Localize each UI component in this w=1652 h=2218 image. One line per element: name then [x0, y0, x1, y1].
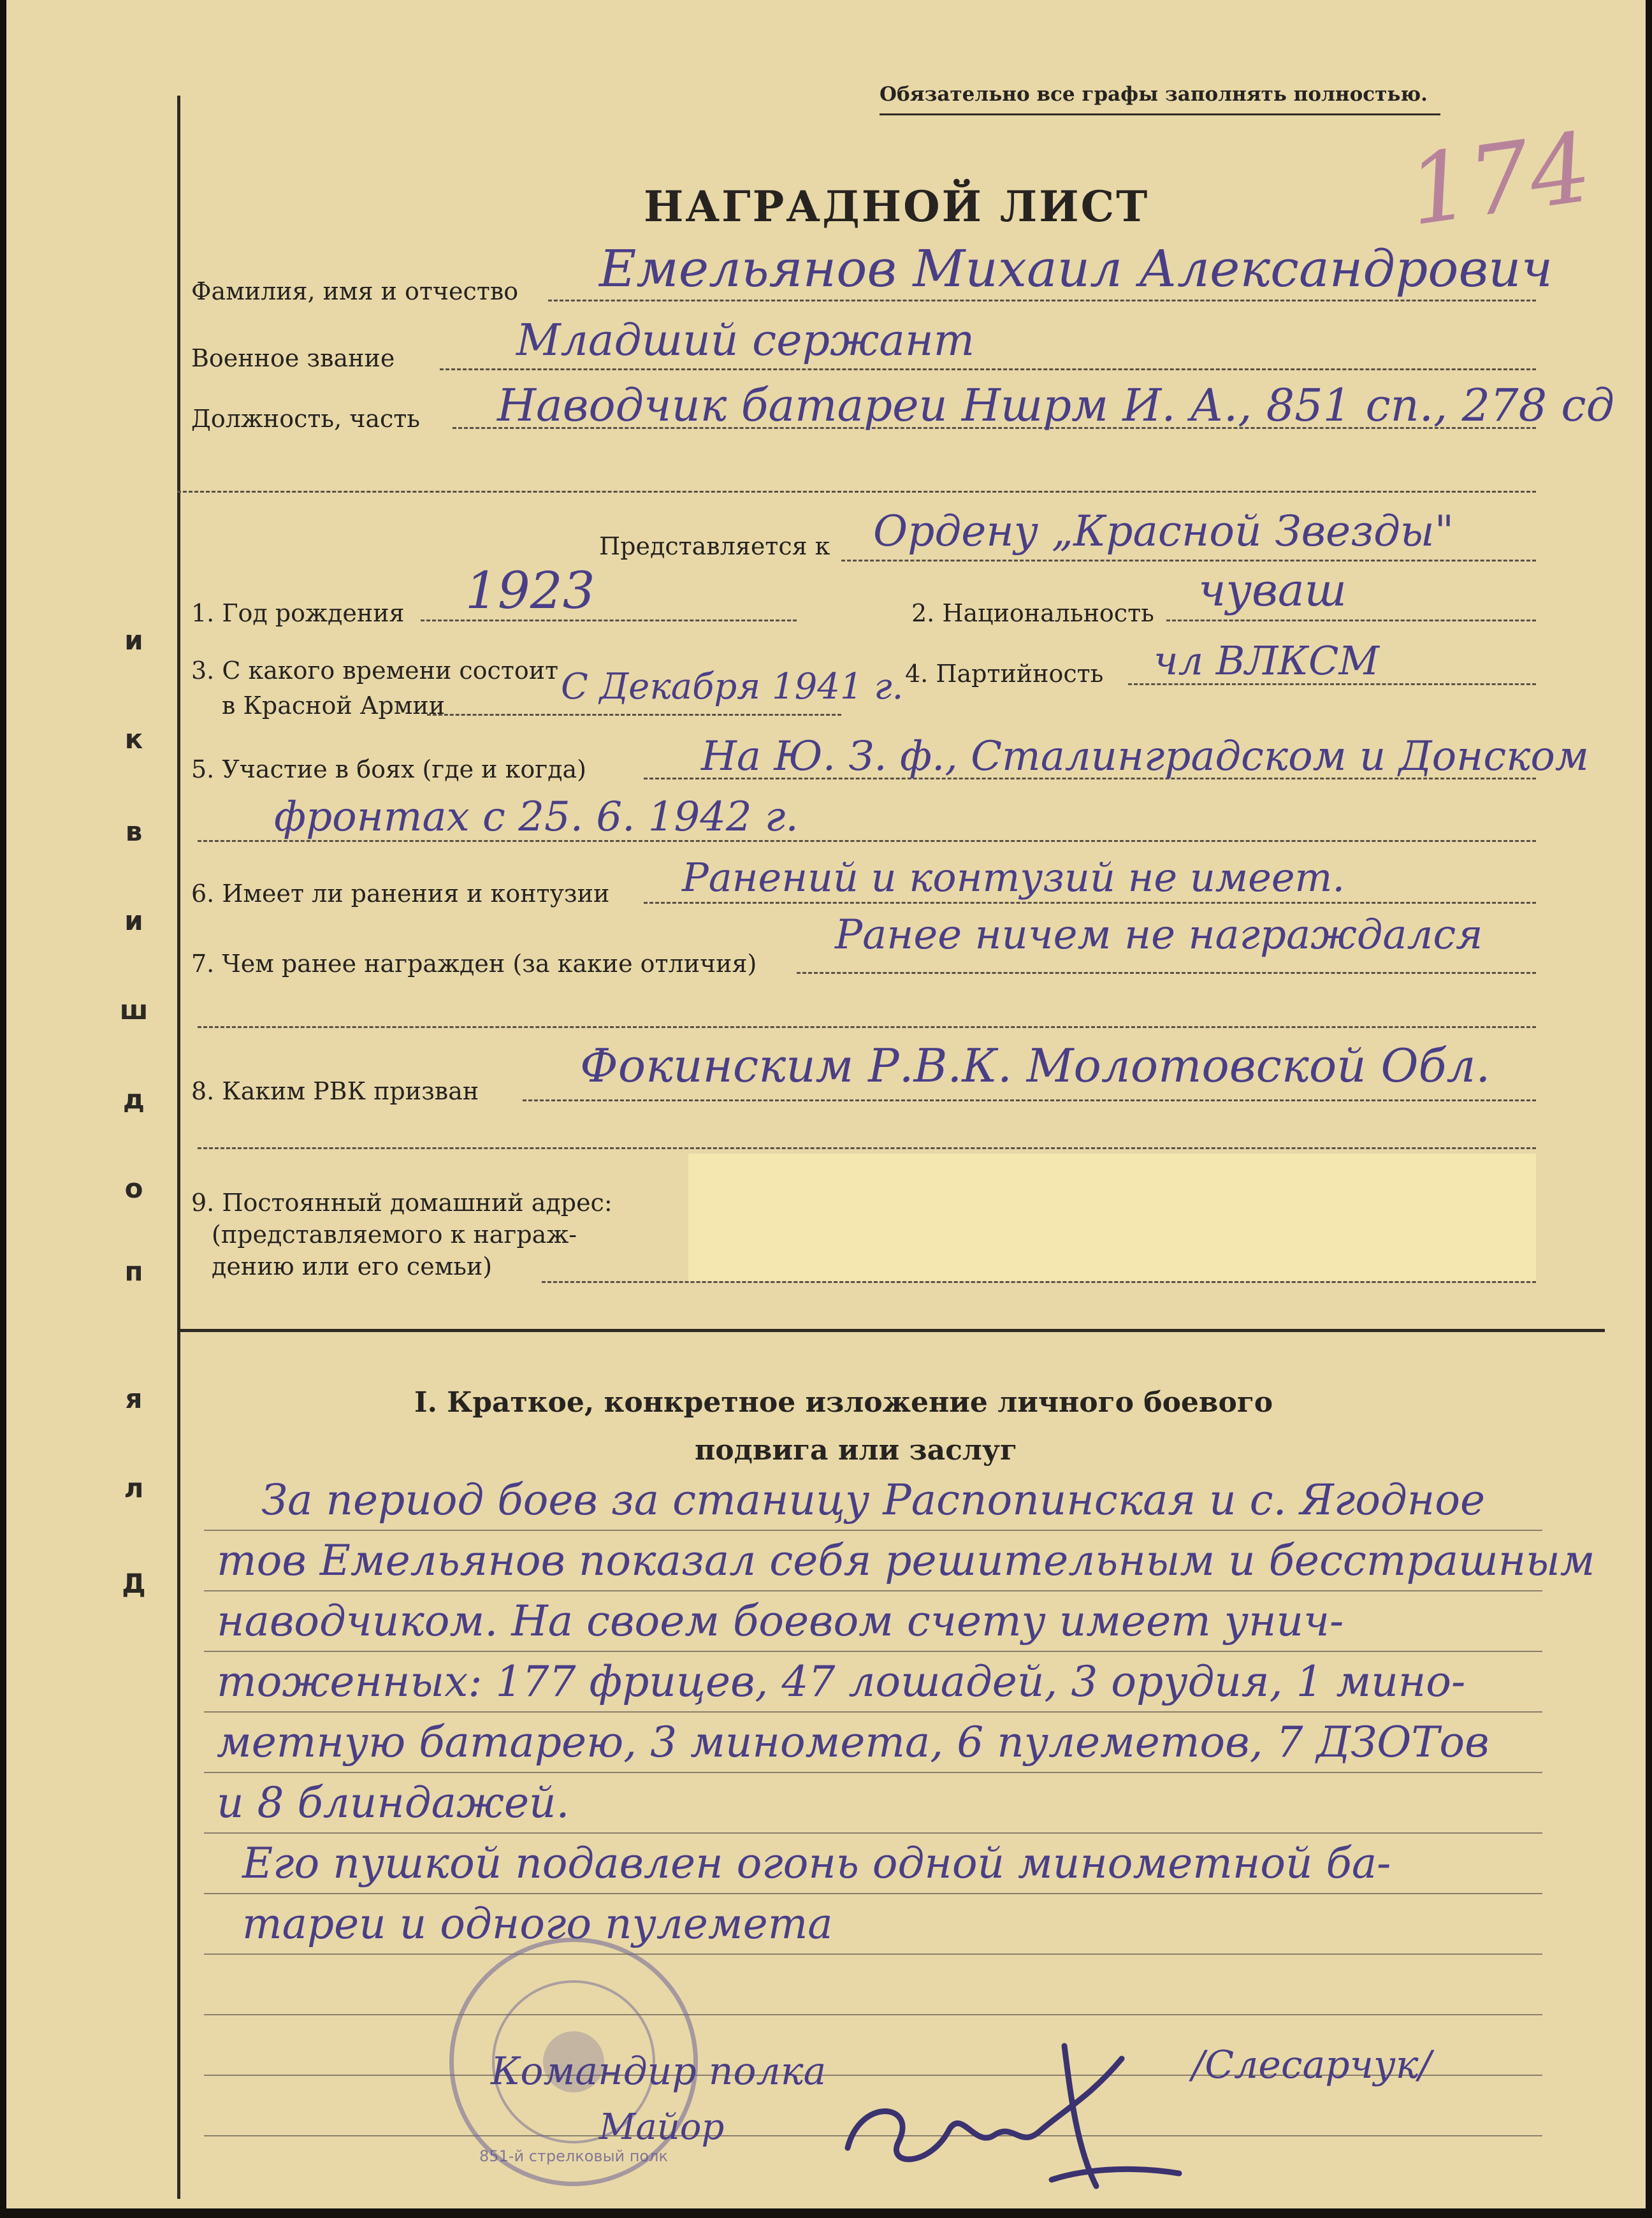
ruled-line	[204, 1772, 1542, 1773]
commander-signature-name: /Слесарчук/	[1192, 2043, 1431, 2087]
nationality-line	[1166, 620, 1536, 621]
position-value: Наводчик батареи Ншрм И. А., 851 сп., 278 сд	[497, 379, 1614, 431]
birth-year-value: 1923	[465, 561, 595, 620]
ruled-line	[204, 1893, 1542, 1894]
awards-line	[797, 972, 1536, 974]
wounds-label: 6. Имеет ли ранения и контузии	[191, 880, 610, 908]
ruled-line	[204, 1530, 1542, 1531]
position-label: Должность, часть	[191, 405, 420, 433]
battles-value-2: фронтах с 25. 6. 1942 г.	[274, 794, 799, 841]
rvk-label: 8. Каким РВК призван	[191, 1077, 479, 1105]
ruled-line	[204, 1651, 1542, 1652]
side-letter: в	[125, 816, 143, 847]
section-divider	[177, 1329, 1605, 1332]
side-letter: и	[124, 625, 143, 656]
signature-icon	[822, 2020, 1192, 2199]
awards-value: Ранее ничем не награждался	[835, 911, 1483, 959]
wounds-value: Ранений и контузий не имеет.	[682, 854, 1345, 901]
rank-line	[440, 368, 1536, 370]
side-letter: л	[124, 1472, 144, 1504]
side-letter: Д	[122, 1568, 146, 1599]
commander-rank: Майор	[599, 2106, 725, 2148]
party-value: чл ВЛКСМ	[1154, 637, 1379, 684]
name-line	[548, 300, 1536, 301]
ruled-line	[204, 1711, 1542, 1713]
name-label: Фамилия, имя и отчество	[191, 277, 519, 305]
address-label-1: 9. Постоянный домашний адрес:	[191, 1189, 612, 1217]
rvk-value: Фокинским Р.В.К. Молотовской Обл.	[580, 1039, 1491, 1092]
ruled-line	[204, 1590, 1542, 1591]
awards-line-2	[198, 1026, 1536, 1028]
commander-title: Командир полка	[491, 2049, 827, 2094]
ruled-line	[204, 2014, 1542, 2015]
rvk-line-2	[198, 1147, 1536, 1149]
army-since-line	[427, 714, 841, 716]
stamp-text: 851-й стрелковый полк	[479, 2147, 668, 2165]
narrative-line: и 8 блиндажей.	[217, 1778, 570, 1827]
presented-value: Ордену „Красной Звезды"	[873, 507, 1454, 556]
presented-line	[841, 560, 1536, 562]
archive-number: 174	[1402, 112, 1598, 248]
narrative-line: Его пушкой подавлен огонь одной минометной ба-	[242, 1839, 1391, 1888]
page-title: НАГРАДНОЙ ЛИСТ	[644, 182, 1150, 231]
side-letter: п	[124, 1256, 143, 1287]
narrative-line: тов Емельянов показал себя решительным и бесстрашным	[217, 1536, 1595, 1585]
battles-value-1: На Ю. З. ф., Сталинградском и Донском	[701, 733, 1589, 780]
section-heading-1: I. Краткое, конкретное изложение личного боевого	[414, 1386, 1273, 1419]
narrative-line: тареи и одного пулемета	[242, 1899, 833, 1948]
birth-year-label: 1. Год рождения	[191, 599, 405, 627]
narrative-line: метную батарею, 3 миномета, 6 пулеметов, 7 ДЗОТов	[217, 1718, 1489, 1767]
address-label-3: дению или его семьи)	[212, 1252, 493, 1280]
party-label: 4. Партийность	[905, 660, 1104, 688]
section-heading-2: подвига или заслуг	[695, 1434, 1018, 1467]
side-letter: и	[124, 905, 143, 936]
side-letter: я	[125, 1383, 143, 1414]
ruled-line	[204, 1953, 1542, 1955]
position-line-2	[177, 491, 1536, 493]
presented-label: Представляется к	[599, 532, 830, 560]
address-redaction	[688, 1154, 1536, 1281]
army-since-label-2: в Красной Армии	[222, 692, 446, 720]
rvk-line	[523, 1099, 1536, 1101]
notice-text: Обязательно все графы заполнять полностью.	[880, 83, 1428, 106]
narrative-line: наводчиком. На своем боевом счету имеет унич-	[217, 1597, 1344, 1646]
side-letter: к	[124, 723, 143, 755]
address-label-2: (представляемого к награж-	[212, 1221, 577, 1249]
side-letter: о	[124, 1173, 143, 1204]
notice-underline	[880, 113, 1440, 115]
ruled-line	[204, 1832, 1542, 1834]
awards-label: 7. Чем ранее награжден (за какие отличия)	[191, 950, 757, 978]
name-value: Емельянов Михаил Александрович	[599, 239, 1553, 298]
signature-stroke	[848, 2046, 1179, 2186]
army-since-value: С Декабря 1941 г.	[561, 666, 904, 707]
narrative-line: За период боев за станицу Распопинская и с. Ягодное	[261, 1475, 1486, 1525]
nationality-label: 2. Национальность	[911, 599, 1154, 627]
side-letter: ш	[119, 994, 149, 1026]
army-since-label-1: 3. С какого времени состоит	[191, 656, 559, 685]
narrative-line: тоженных: 177 фрицев, 47 лошадей, 3 орудия, 1 мино-	[217, 1657, 1466, 1706]
wounds-line	[644, 902, 1536, 904]
rank-label: Военное звание	[191, 344, 395, 372]
battles-label: 5. Участие в боях (где и когда)	[191, 755, 587, 783]
side-letter: д	[123, 1084, 145, 1115]
award-sheet	[6, 0, 1646, 2208]
nationality-value: чуваш	[1198, 564, 1347, 616]
rank-value: Младший сержант	[516, 315, 975, 366]
address-line	[542, 1281, 1536, 1283]
margin-rule	[177, 96, 180, 2199]
